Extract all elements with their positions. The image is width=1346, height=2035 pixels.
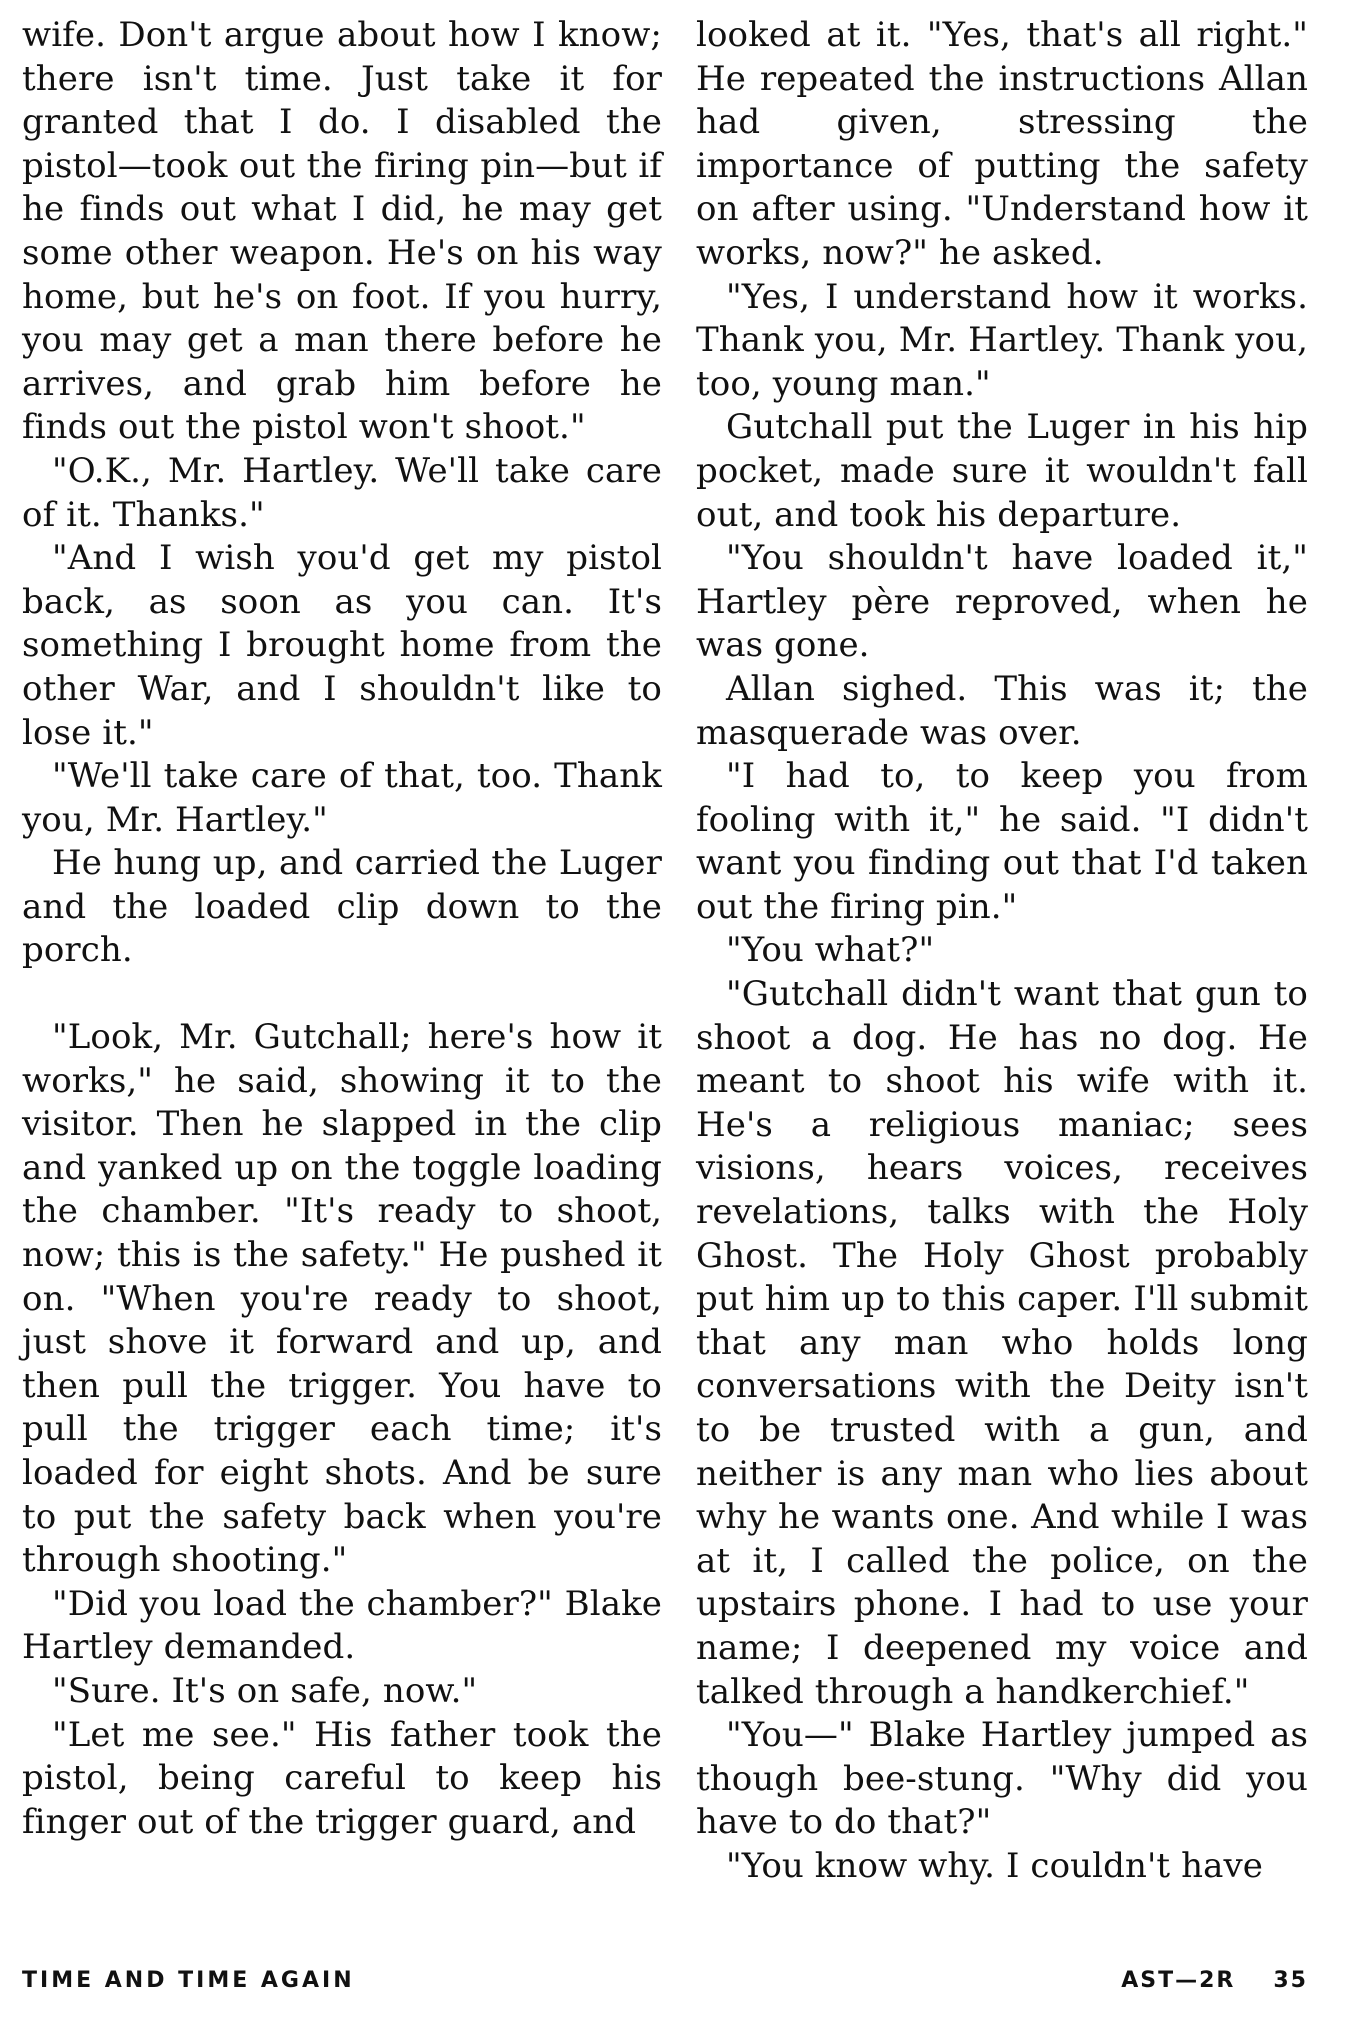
paragraph: "Did you load the chamber?" Blake Hartley demanded. <box>22 1583 662 1668</box>
signature-code: AST—2R <box>1121 1968 1236 1993</box>
paragraph: He hung up, and carried the Luger and the loaded clip down to the porch. <box>22 843 662 971</box>
footer-right <box>1083 1968 1308 1993</box>
paragraph: "You shouldn't have loaded it," Hartley père reproved, when he was gone. <box>696 538 1308 666</box>
page-number: 35 <box>1273 1968 1308 1993</box>
paragraph: "We'll take care of that, too. Thank you, Mr. Hartley." <box>22 756 662 840</box>
paragraph: wife. Don't argue about how I know; there isn't time. Just take it for granted that I do. I disabled the pistol—took out the firing pin—but if he finds out what I did, he may get some other weapon. He's on his way home, but he's on foot. If you hurry, you may get a man there before he arrives, and grab him before he finds out the pistol won't shoot." <box>22 15 662 448</box>
paragraph: "Gutchall didn't want that gun to shoot a dog. He has no dog. He meant to shoot his wife with it. He's a religious maniac; sees visions, hears voices, receives revelations, talks with the Holy Ghost. The Holy Ghost probably put him up to this caper. I'll submit that any man who holds long conversations with the Deity isn't to be trusted with a gun, and neither is any man who lies about why he wants one. And while I was at it, I called the police, on the upstairs phone. I had to use your name; I deepened my voice and talked through a handkerchief." <box>696 974 1308 1712</box>
paragraph: "Yes, I understand how it works. Thank you, Mr. Hartley. Thank you, too, young man." <box>696 276 1308 404</box>
paragraph: "Let me see." His father took the pistol, being careful to keep his finger out of the trigger guard, and <box>22 1714 662 1842</box>
paragraph: looked at it. "Yes, that's all right." He repeated the instructions Allan had given, stressing the importance of putting the safety on after using. "Understand how it works, now?" he asked. <box>696 15 1308 273</box>
paragraph: Allan sighed. This was it; the masquerade was over. <box>696 668 1308 753</box>
page-footer <box>22 1968 1308 2008</box>
left-text-column <box>22 14 662 1844</box>
paragraph: "Sure. It's on safe, now." <box>52 1670 478 1711</box>
paragraph: "I had to, to keep you from fooling with it," he said. "I didn't want you finding out that I'd taken out the firing pin." <box>696 756 1308 927</box>
paragraph: Gutchall put the Luger in his hip pocket, made sure it wouldn't fall out, and took his departure. <box>696 407 1308 535</box>
paragraph: "Look, Mr. Gutchall; here's how it works," he said, showing it to the visitor. Then he slapped in the clip and yanked up on the toggle loading the chamber. "It's ready to shoot, now; this is the safety." He pushed it on. "When you're ready to shoot, just shove it forward and up, and then pull the trigger. You have to pull the trigger each time; it's loaded for eight shots. And be sure to put the safety back when you're through shooting." <box>22 1017 662 1581</box>
paragraph: "You what?" <box>726 930 935 971</box>
running-title: TIME AND TIME AGAIN <box>22 1968 355 1993</box>
right-text-column <box>696 14 1308 1889</box>
paragraph: "You know why. I couldn't have <box>726 1845 1263 1886</box>
paragraph: "O.K., Mr. Hartley. We'll take care of it. Thanks." <box>22 450 662 535</box>
paragraph: "And I wish you'd get my pistol back, as soon as you can. It's something I brought home from the other War, and I shouldn't like to lose it." <box>22 538 662 753</box>
paragraph: "You—" Blake Hartley jumped as though bee-stung. "Why did you have to do that?" <box>696 1715 1308 1843</box>
